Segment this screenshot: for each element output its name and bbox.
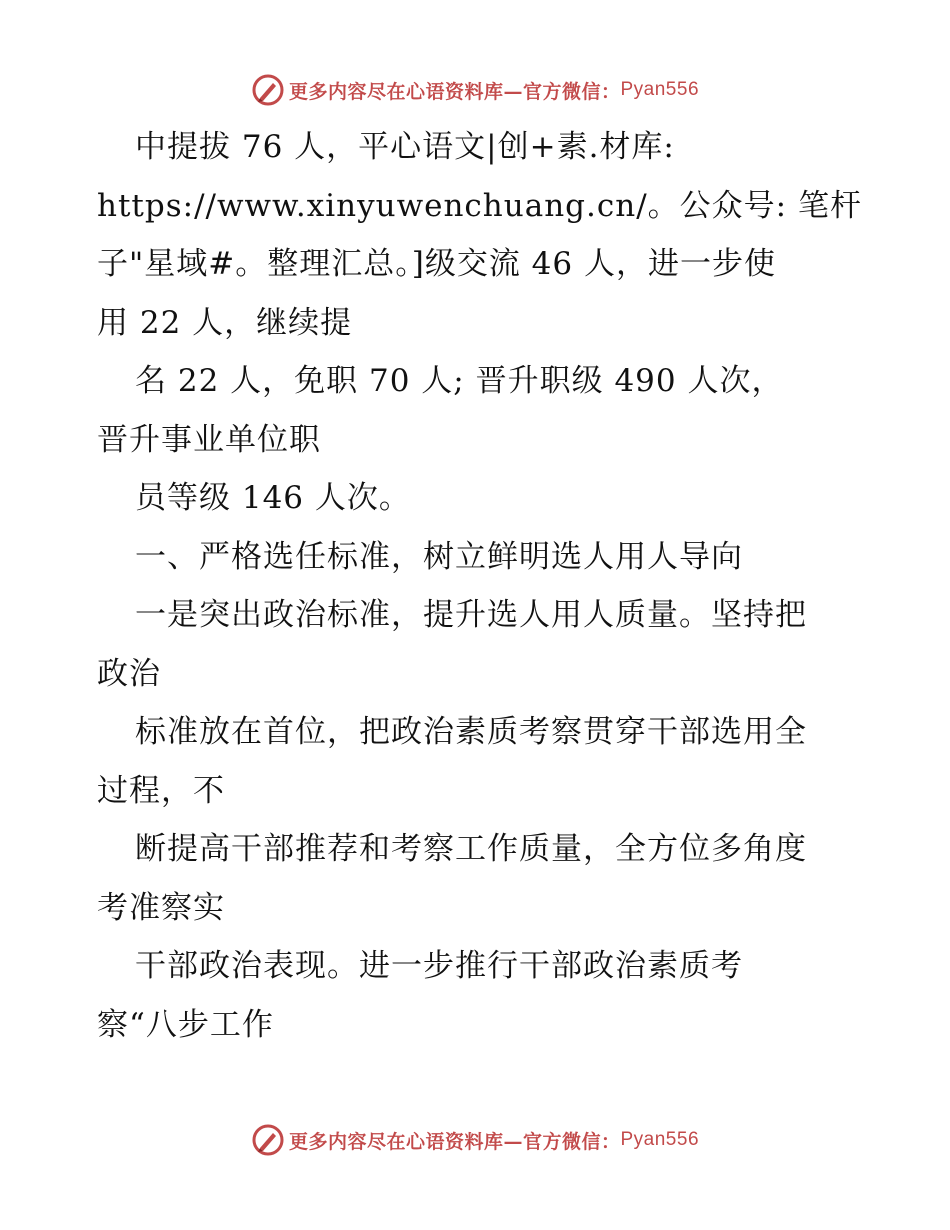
text-line: 子"星域#。整理汇总。]级交流 46 人，进一步使 [97, 246, 776, 282]
pen-logo-icon [251, 1123, 285, 1157]
watermark-text: 更多内容尽在心语资料库—官方微信： [288, 1130, 621, 1153]
text-line: 晋升事业单位职 [97, 421, 321, 458]
text-line: 过程，不 [97, 772, 225, 809]
section-heading: 一、严格选任标准，树立鲜明选人用人导向 [135, 538, 743, 575]
watermark-account: Pyan556 [620, 79, 700, 100]
text-line: 员等级 146 人次。 [135, 480, 411, 516]
watermark-footer [0, 1120, 950, 1160]
text-line: 察“八步工作 [97, 1006, 274, 1043]
text-line: 名 22 人，免职 70 人; 晋升职级 490 人次， [135, 363, 784, 399]
text-line: 一是突出政治标准，提升选人用人质量。坚持把 [135, 597, 807, 633]
text-line: 断提高干部推荐和考察工作质量，全方位多角度 [135, 831, 807, 867]
text-line: 中提拔 76 人，平心语文|创+素.材库: [135, 129, 675, 165]
text-line: https://www.xinyuwenchuang.cn/。公众号: 笔杆 [97, 187, 862, 224]
text-line: 考准察实 [97, 889, 225, 926]
watermark-account: Pyan556 [620, 1129, 700, 1150]
watermark-header [0, 70, 950, 110]
watermark-text: 更多内容尽在心语资料库—官方微信： [288, 80, 621, 103]
text-line: 干部政治表现。进一步推行干部政治素质考 [135, 948, 743, 984]
text-line: 政治 [97, 655, 161, 692]
text-line: 用 22 人，继续提 [97, 304, 353, 341]
document-body [97, 118, 877, 1054]
pen-logo-icon [251, 73, 285, 107]
text-line: 标准放在首位，把政治素质考察贯穿干部选用全 [135, 714, 807, 750]
